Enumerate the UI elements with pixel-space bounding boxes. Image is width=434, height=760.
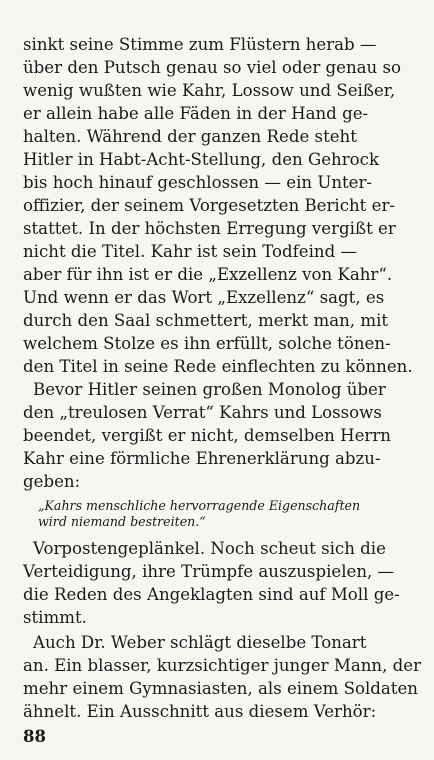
text-line: Bevor Hitler seinen großen Monolog über: [33, 380, 386, 399]
text-line: Auch Dr. Weber schlägt dieselbe Tonart: [33, 633, 367, 652]
text-line: durch den Saal schmettert, merkt man, mit: [23, 311, 389, 330]
text-line: stimmt.: [23, 608, 87, 627]
text-line: Hitler in Habt-Acht-Stellung, den Gehrock: [23, 150, 380, 169]
text-line: sinkt seine Stimme zum Flüstern herab —: [23, 35, 377, 54]
text-line: beendet, vergißt er nicht, demselben Herrn: [23, 426, 391, 445]
text-line: aber für ihn ist er die „Exzellenz von Kahr“.: [23, 265, 393, 284]
text-line: stattet. In der höchsten Erregung vergißt er: [23, 219, 396, 238]
text-line: die Reden des Angeklagten sind auf Moll ge-: [23, 585, 400, 604]
text-line: Verteidigung, ihre Trümpfe auszuspielen, —: [23, 562, 395, 581]
text-line: bis hoch hinauf geschlossen — ein Unter-: [23, 173, 373, 192]
text-line: offizier, der seinem Vorgesetzten Bericht er-: [23, 196, 395, 215]
text-line: den Titel in seine Rede einflechten zu können.: [23, 357, 413, 376]
text-line: halten. Während der ganzen Rede steht: [23, 127, 357, 146]
text-line: er allein habe alle Fäden in der Hand ge-: [23, 104, 369, 123]
text-line: den „treulosen Verrat“ Kahrs und Lossows: [23, 403, 382, 422]
text-line: geben:: [23, 472, 81, 491]
page-number: 88: [23, 727, 46, 746]
text-line: über den Putsch genau so viel oder genau so: [23, 58, 402, 77]
text-line: an. Ein blasser, kurzsichtiger junger Mann, der: [23, 656, 422, 675]
text-line: Und wenn er das Wort „Exzellenz“ sagt, es: [23, 288, 385, 307]
quote-line: „Kahrs menschliche hervorragende Eigenschaften: [38, 498, 361, 513]
text-line: Vorpostengeplänkel. Noch scheut sich die: [33, 539, 386, 558]
text-line: nicht die Titel. Kahr ist sein Todfeind —: [23, 242, 358, 261]
text-line: ähnelt. Ein Ausschnitt aus diesem Verhör:: [23, 702, 377, 721]
text-line: wenig wußten wie Kahr, Lossow und Seißer,: [23, 81, 396, 100]
quote-line: wird niemand bestreiten.“: [38, 514, 206, 529]
text-line: welchem Stolze es ihn erfüllt, solche tönen-: [23, 334, 391, 353]
text-line: mehr einem Gymnasiasten, als einem Soldaten: [23, 679, 418, 698]
text-line: Kahr eine förmliche Ehrenerklärung abzu-: [23, 449, 381, 468]
